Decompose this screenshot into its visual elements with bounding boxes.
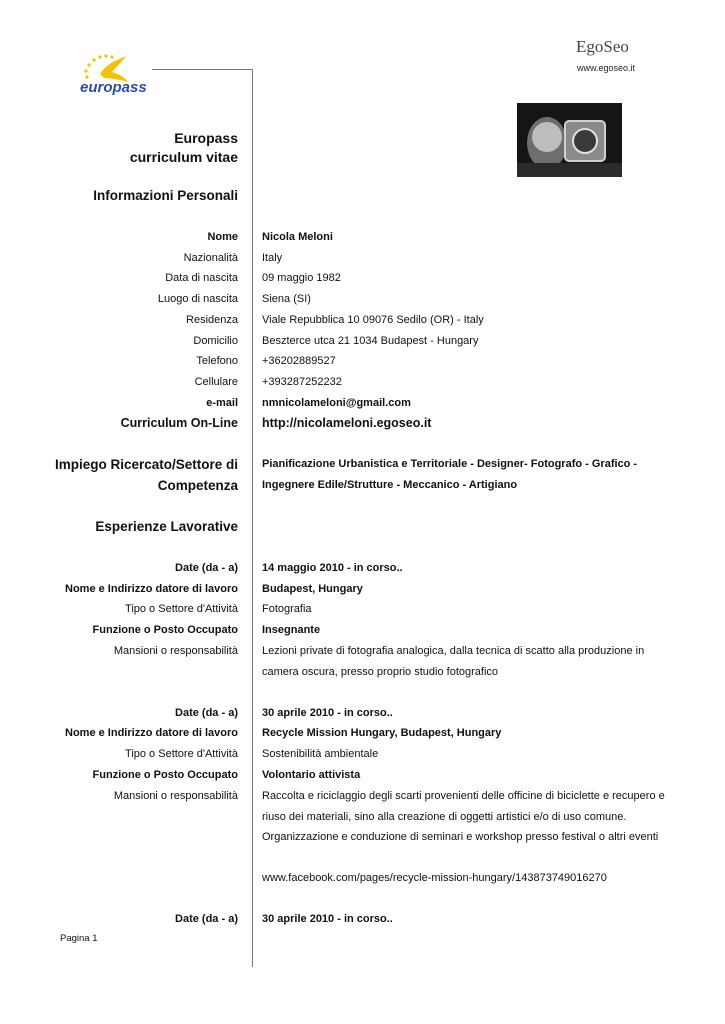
entry2-role-label: Funzione o Posto Occupato xyxy=(92,769,238,781)
entry1-sector-label: Tipo o Settore d'Attività xyxy=(125,603,238,615)
cv-title-line1: Europass xyxy=(174,130,238,146)
header-rule xyxy=(152,69,253,70)
entry2-role: Volontario attivista xyxy=(262,769,361,781)
field-value-domicile: Beszterce utca 21 1034 Budapest - Hungary xyxy=(262,335,479,347)
field-value-nationality: Italy xyxy=(262,252,283,264)
employment-value xyxy=(262,454,670,495)
entry1-duties xyxy=(262,641,670,682)
egoseo-logo xyxy=(572,34,636,60)
entry2-date: 30 aprile 2010 - in corso.. xyxy=(262,707,393,719)
entry1-employer-label: Nome e Indirizzo datore di lavoro xyxy=(65,583,238,595)
entry1-employer: Budapest, Hungary xyxy=(262,583,363,595)
field-label-domicile: Domicilio xyxy=(193,335,238,347)
employment-heading-line1: Impiego Ricercato/Settore di xyxy=(54,457,238,472)
entry1-duties-line1: Lezioni private di fotografia analogica, dalla tecnica di scatto alla produzione in xyxy=(262,645,645,657)
egoseo-logo-text: EgoSeo xyxy=(576,37,629,56)
field-value-birthplace: Siena (SI) xyxy=(262,293,311,305)
europass-logo xyxy=(70,52,152,98)
entry1-sector: Fotografia xyxy=(262,603,312,615)
entry2-duties-line1: Raccolta e riciclaggio degli scarti provenienti delle officine di biciclette e recupero e xyxy=(262,790,665,802)
entry2-duties-line2: riuso dei materiali, sino alla creazione di oggetti artistici e/o di uso comune. xyxy=(262,810,627,823)
field-label-phone: Telefono xyxy=(196,355,238,367)
entry2-duties xyxy=(262,786,670,848)
profile-photo xyxy=(517,103,622,177)
entry2-date-label: Date (da - a) xyxy=(175,707,238,719)
field-label-birthdate: Data di nascita xyxy=(165,272,238,284)
entry1-duties-label: Mansioni o responsabilità xyxy=(113,645,238,657)
experience-heading: Esperienze Lavorative xyxy=(95,519,238,534)
entry2-sector-label: Tipo o Settore d'Attività xyxy=(125,748,238,760)
field-label-nationality: Nazionalità xyxy=(183,252,238,264)
employment-value-line2: Ingegnere Edile/Strutture - Meccanico - Artigiano xyxy=(262,478,518,491)
entry2-employer-label: Nome e Indirizzo datore di lavoro xyxy=(65,727,238,739)
entry1-role-label: Funzione o Posto Occupato xyxy=(92,624,238,636)
entry3-date-label: Date (da - a) xyxy=(175,913,238,925)
field-value-email[interactable]: nmnicolameloni@gmail.com xyxy=(262,397,411,409)
field-label-residence: Residenza xyxy=(186,314,238,326)
entry2-sector: Sostenibilità ambientale xyxy=(262,748,379,760)
field-label-online-cv: Curriculum On-Line xyxy=(120,416,238,430)
field-value-name: Nicola Meloni xyxy=(262,231,333,243)
personal-info-heading: Informazioni Personali xyxy=(93,188,238,203)
field-label-mobile: Cellulare xyxy=(194,376,238,388)
field-label-email: e-mail xyxy=(206,397,238,409)
entry2-duties-label: Mansioni o responsabilità xyxy=(113,790,238,802)
employment-value-line1: Pianificazione Urbanistica e Territoriale - Designer- Fotografo - Grafico - xyxy=(262,458,638,470)
field-label-name: Nome xyxy=(207,231,238,243)
field-label-birthplace: Luogo di nascita xyxy=(157,293,238,305)
entry1-date-label: Date (da - a) xyxy=(175,562,238,574)
entry1-role: Insegnante xyxy=(262,624,321,636)
entry2-duties-line3: Organizzazione e conduzione di seminari e workshop presso festival o altri eventi xyxy=(262,831,659,844)
online-cv-link[interactable]: http://nicolameloni.egoseo.it xyxy=(262,416,432,430)
entry1-date: 14 maggio 2010 - in corso.. xyxy=(262,562,403,574)
cv-title-line2: curriculum vitae xyxy=(129,149,238,165)
column-divider xyxy=(252,69,253,967)
europass-logo-text: europass xyxy=(80,79,147,96)
employment-heading-line2: Competenza xyxy=(157,478,238,493)
entry2-employer: Recycle Mission Hungary, Budapest, Hungary xyxy=(262,727,502,739)
field-value-residence: Viale Repubblica 10 09076 Sedilo (OR) - Italy xyxy=(262,314,484,326)
entry3-date: 30 aprile 2010 - in corso.. xyxy=(262,913,393,925)
brand-url: www.egoseo.it xyxy=(576,63,635,73)
entry2-facebook-link[interactable]: www.facebook.com/pages/recycle-mission-hungary/143873749016270 xyxy=(262,872,607,884)
profile-photo-image xyxy=(517,103,622,177)
field-value-birthdate: 09 maggio 1982 xyxy=(262,272,341,284)
page-number: Pagina 1 xyxy=(60,933,98,944)
entry1-duties-line2: camera oscura, presso proprio studio fotografico xyxy=(262,665,499,678)
field-value-phone: +36202889527 xyxy=(262,355,336,367)
field-value-mobile: +393287252232 xyxy=(262,376,342,388)
